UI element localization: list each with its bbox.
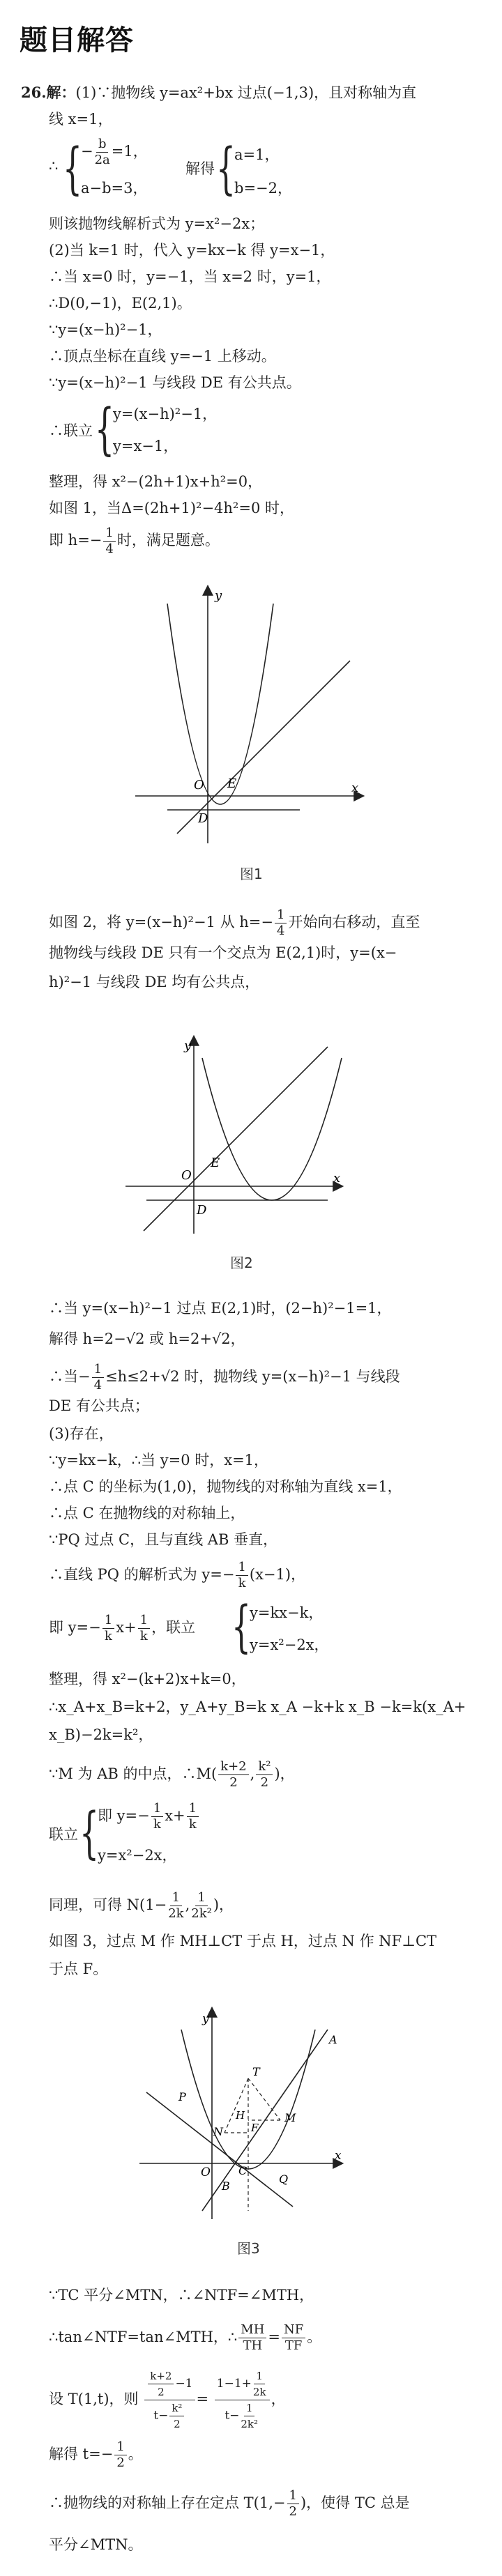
- solution-line: 整理，得 x²−(2h+1)x+h²=0，: [49, 473, 263, 490]
- axis-label-y: y: [215, 588, 222, 603]
- solution-line: 平分∠MTN。: [49, 2536, 143, 2553]
- point-label-e: E: [211, 1156, 220, 1170]
- solution-line: ∴D(0,−1)，E(2,1)。: [49, 295, 192, 312]
- fraction: $\frac{1}{2}$: [114, 2439, 126, 2471]
- figure-2: [119, 1030, 349, 1239]
- point-label-o: O: [181, 1168, 192, 1183]
- fraction: $\frac{k+2}{2}$: [218, 1759, 248, 1791]
- solution-line: ∴当 x=0 时，y=−1，当 x=2 时，y=1，: [49, 268, 331, 285]
- solution-line: (3)存在，: [49, 1425, 114, 1442]
- solution-line: ∴点 C 在抛物线的对称轴上，: [49, 1505, 245, 1521]
- figure-3: [132, 2002, 349, 2225]
- solution-line: 解得 t=− $\frac{1}{2}$ 。: [49, 2439, 143, 2470]
- equation: a−b=3，: [81, 180, 148, 197]
- point-label-n: N: [213, 2125, 223, 2138]
- fraction: $\frac{1}{4}$: [275, 907, 287, 939]
- solution-line: 设 T(1,t)，则 $\frac{k+2}{2}$ −1 t− $\frac{\text{k²}}{2}$ = 1−1+ $\frac{1}{2k}$ t− $\frac{1}{\text{2k²}}$ ，: [49, 2370, 286, 2430]
- point-label-d: D: [198, 811, 208, 826]
- point-label-m: M: [284, 2111, 296, 2124]
- page-title: 题目解答: [20, 24, 134, 56]
- solve-word: 解得: [185, 160, 215, 177]
- solution-line: 同理，可得 N(1− $\frac{1}{2k}$ , $\frac{1}{\text{2k²}}$ )，: [49, 1890, 234, 1921]
- solution-line: ∴当− $\frac{1}{4}$ ≤h≤2+√2 时，抛物线 y=(x−h)²−1 与线段: [49, 1362, 400, 1393]
- solution-line: ∴顶点坐标在直线 y=−1 上移动。: [49, 348, 276, 365]
- point-label-q: Q: [279, 2172, 289, 2186]
- equation-system: ∴联立 { y=(x−h)²−1， y=x−1，: [49, 397, 218, 461]
- therefore-symbol: ∴: [49, 158, 59, 174]
- solution-line: ∵y=kx−k，∴当 y=0 时，x=1，: [49, 1452, 269, 1469]
- point-label-h: H: [236, 2109, 245, 2122]
- left-brace: {: [216, 136, 236, 201]
- figure-3-caption: 图3: [237, 2240, 260, 2257]
- solution-line: ∴tan∠NTF=tan∠MTH，∴ $\frac{MH}{TH}$ = $\frac{NF}{TF}$ 。: [49, 2322, 322, 2353]
- parabola: [167, 604, 273, 804]
- solution-line: ∵M 为 AB 的中点，∴M( $\frac{k+2}{2}$ , $\frac{\text{k²}}{2}$ )，: [49, 1759, 295, 1790]
- solution-line: x_B)−2k=k²，: [49, 1726, 153, 1743]
- equation: 即 y=− $\frac{1}{k}$ x+ $\frac{1}{k}$ ，联立: [49, 1613, 196, 1643]
- fraction: $\frac{1}{2k}$: [168, 1890, 184, 1921]
- figure-1: [126, 578, 376, 850]
- solution-line: [49, 109, 112, 130]
- equation: y=x²−2x，: [250, 1636, 329, 1653]
- compound-fraction: 1−1+ $\frac{1}{2k}$ t− $\frac{1}{\text{2k²}}$: [215, 2368, 270, 2432]
- equation: y=(x−h)²−1，: [113, 406, 218, 422]
- solution-line: ∴x_A+x_B=k+2，y_A+y_B=k x_A −k+k x_B −k=k(x_A+: [49, 1699, 466, 1715]
- point-label-t: T: [252, 2065, 260, 2078]
- equation: − $\frac{b}{2a}$ =1，: [81, 137, 148, 167]
- fraction: $\frac{1}{2}$: [287, 2488, 299, 2520]
- solution-line: ∵PQ 过点 C，且与直线 AB 垂直，: [49, 1531, 278, 1548]
- fraction: $\frac{NF}{TF}$: [282, 2322, 305, 2354]
- solution-line: (2)当 k=1 时，代入 y=kx−k 得 y=x−1，: [49, 242, 335, 259]
- line-de: [144, 1047, 328, 1231]
- axis-label-y: y: [184, 1038, 192, 1053]
- question-number: 26.: [21, 84, 47, 101]
- line-pq: [146, 2092, 293, 2207]
- axis-label-x: x: [351, 781, 359, 795]
- solution-line: ∴直线 PQ 的解析式为 y=− $\frac{1}{k}$ (x−1)，: [49, 1560, 306, 1590]
- solution-line: 抛物线与线段 DE 只有一个交点为 E(2,1)时，y=(x−: [49, 944, 397, 961]
- point-label-o: O: [201, 2165, 211, 2179]
- fraction: $\frac{1}{4}$: [92, 1362, 104, 1393]
- fraction: $\frac{1}{\text{2k²}}$: [191, 1890, 212, 1921]
- point-label-o: O: [194, 778, 204, 792]
- solution-line: 如图 3，过点 M 作 MH⊥CT 于点 H，过点 N 作 NF⊥CT: [49, 1933, 437, 1949]
- solution-label: 解：: [46, 84, 76, 101]
- equation-system: [49, 1594, 439, 1662]
- segment-tm: [248, 2078, 280, 2120]
- parabola: [202, 1058, 342, 1200]
- segment-tn: [225, 2078, 248, 2133]
- equation: b=−2，: [234, 180, 292, 197]
- equation-system: [49, 137, 342, 206]
- point-label-a: A: [329, 2033, 337, 2046]
- solution-line: 则该抛物线解析式为 y=x²−2x；: [49, 215, 265, 232]
- equation-system: 联立 { 即 y=− $\frac{1}{k}$ x+ $\frac{1}{k}$ y=x²−2x，: [49, 1801, 342, 1871]
- solution-line: 整理，得 x²−(k+2)x+k=0，: [49, 1671, 246, 1687]
- equation: a=1，: [234, 146, 280, 163]
- fraction: $\frac{b}{2a}$: [94, 137, 110, 167]
- solution-line: ∴抛物线的对称轴上存在定点 T(1,− $\frac{1}{2}$ )，使得 TC 总是: [49, 2488, 410, 2519]
- fraction: $\frac{1}{4}$: [103, 526, 115, 557]
- solution-line: ∴点 C 的坐标为(1,0)，抛物线的对称轴为直线 x=1，: [49, 1478, 402, 1495]
- solution-text: (1)∵抛物线 y=ax²+bx 过点(−1,3)，且对称轴为直: [75, 84, 417, 101]
- compound-fraction: $\frac{k+2}{2}$ −1 t− $\frac{\text{k²}}{2}$: [144, 2368, 195, 2432]
- point-label-c: C: [238, 2164, 248, 2177]
- equation: y=x−1，: [113, 438, 178, 454]
- solution-line: ∵y=(x−h)²−1，: [49, 321, 162, 338]
- solution-line: [21, 82, 416, 103]
- point-label-d: D: [197, 1203, 207, 1218]
- fraction: $\frac{\text{k²}}{2}$: [256, 1759, 273, 1791]
- solution-text: 线 x=1，: [49, 111, 113, 128]
- left-brace: {: [95, 397, 114, 461]
- left-brace: {: [63, 136, 82, 201]
- solution-line: 于点 F。: [49, 1961, 108, 1977]
- left-brace: {: [79, 1800, 99, 1865]
- figure-2-caption: 图2: [230, 1255, 253, 1271]
- solution-line: ∴当 y=(x−h)²−1 过点 E(2,1)时，(2−h)²−1=1，: [49, 1300, 392, 1317]
- axis-label-x: x: [335, 2149, 342, 2163]
- solution-line: h)²−1 与线段 DE 均有公共点，: [49, 974, 260, 990]
- solution-line: ∵y=(x−h)²−1 与线段 DE 有公共点。: [49, 374, 301, 391]
- solution-line: 如图 1，当Δ=(2h+1)²−4h²=0 时，: [49, 500, 294, 516]
- fraction: $\frac{1}{k}$: [236, 1560, 248, 1591]
- axis-label-y: y: [202, 2012, 209, 2026]
- figure-1-caption: 图1: [240, 866, 263, 882]
- left-brace: {: [231, 1594, 251, 1659]
- solution-line: 解得 h=2−√2 或 h=2+√2，: [49, 1331, 245, 1347]
- point-label-b: B: [222, 2179, 230, 2193]
- line-de: [177, 661, 350, 834]
- equation: y=x²−2x，: [98, 1847, 177, 1864]
- solution-line: DE 有公共点；: [49, 1397, 149, 1414]
- solution-line: ∵TC 平分∠MTN，∴∠NTF=∠MTH，: [49, 2287, 314, 2303]
- point-label-p: P: [178, 2090, 186, 2103]
- equation: 即 y=− $\frac{1}{k}$ x+ $\frac{1}{k}$: [98, 1801, 200, 1832]
- equation: y=kx−k，: [250, 1604, 324, 1621]
- page-header: [0, 0, 502, 68]
- point-label-e: E: [227, 776, 237, 791]
- solution-line: 如图 2，将 y=(x−h)²−1 从 h=− $\frac{1}{4}$ 开始向右移动，直至: [49, 907, 420, 938]
- fraction: $\frac{MH}{TH}$: [238, 2322, 266, 2354]
- solution-line: 即 h=− $\frac{1}{4}$ 时，满足题意。: [49, 526, 220, 556]
- axis-label-x: x: [333, 1171, 341, 1186]
- point-label-f: F: [251, 2122, 259, 2134]
